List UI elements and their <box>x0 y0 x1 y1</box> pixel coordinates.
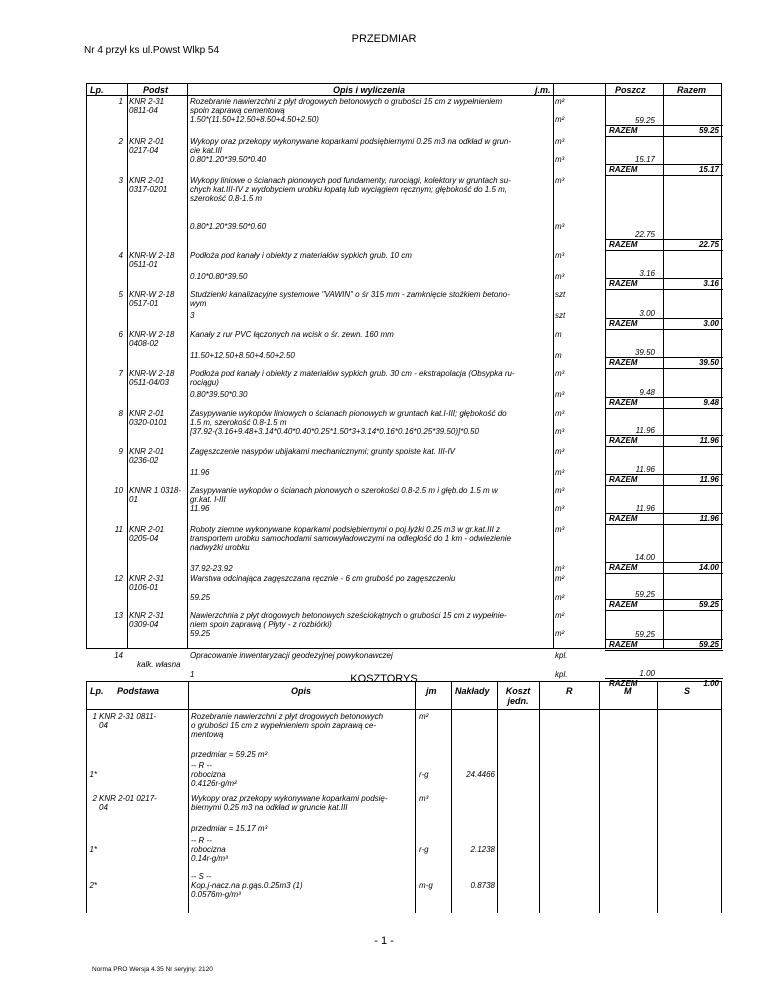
row-calculation: [37.92-(3.16+9.48+3.14*0.40*0.40*0.25*1.50*3+3.14*0.16*0.16*0.25*39.50)]*0.50 <box>190 427 479 437</box>
row-description: gr.kat. I-III <box>190 495 226 505</box>
k-resource-lp: 2* <box>89 881 97 890</box>
header-razem: Razem <box>677 85 707 95</box>
row-razem-value: 11.96 <box>699 475 719 484</box>
row-poszcz-value: 59.25 <box>634 116 655 125</box>
row-calculation: 1 <box>190 670 195 679</box>
row-calculation: 0.80*1.20*39.50*0.40 <box>190 155 267 165</box>
row-description: cie kat.III <box>190 146 223 156</box>
row-separator <box>605 524 723 525</box>
k-header-m: M <box>624 686 632 696</box>
k-item-description: mentową <box>191 730 224 740</box>
k-resource-norm: 0.14r-g/m³ <box>191 854 228 864</box>
row-separator <box>605 368 723 369</box>
row-description: Zagęszczenie nasypów ubijakami mechanicznymi; grunty spoiste kat. III-IV <box>190 447 456 456</box>
row-podst: KNR 2-01 <box>129 409 165 418</box>
row-unit-header: m² <box>555 574 565 583</box>
row-description: Nawierzchnia z płyt drogowych betonowych sześciokątnych o grubości 15 cm z wypełnie- <box>190 611 507 620</box>
row-podst: KNR 2-01 <box>129 525 165 534</box>
row-calculation: 11.50+12.50+8.50+4.50+2.50 <box>190 351 295 360</box>
row-description: Warstwa odcinająca zagęszczana ręcznie - 6 cm grubość po zagęszczeniu <box>190 574 456 583</box>
row-description: spoin zaprawą cementową <box>190 106 285 116</box>
row-calculation: 59.25 <box>190 629 211 639</box>
k-item-podstawa: 04 <box>99 803 108 813</box>
row-separator <box>605 175 723 176</box>
kosztorys-title: KOSZTORYS <box>350 673 418 685</box>
row-unit: m² <box>555 593 565 602</box>
razem-label: RAZEM <box>609 640 638 649</box>
row-lp: 7 <box>118 369 123 378</box>
row-podst: 0511-01 <box>129 260 158 270</box>
row-lp: 4 <box>118 251 123 260</box>
row-lp: 6 <box>118 330 123 339</box>
row-unit-header: m² <box>555 611 565 620</box>
row-unit-header: kpl. <box>555 651 568 660</box>
row-lp: 12 <box>114 574 123 583</box>
row-separator <box>605 329 723 330</box>
row-podst: 0317-0201 <box>129 185 168 195</box>
row-separator <box>605 650 723 651</box>
k-header-koszt-jedn: jedn. <box>507 696 529 706</box>
k-resource-group: -- R -- <box>191 836 212 845</box>
row-unit: m² <box>555 115 565 125</box>
row-separator <box>605 408 723 409</box>
row-podst: 0320-0101 <box>129 418 168 428</box>
k-resource-norm: 0.0576m-g/m³ <box>191 890 241 900</box>
k-item-description: Rozebranie nawierzchni z płyt drogowych betonowych <box>191 712 384 721</box>
row-unit: m³ <box>555 427 565 437</box>
row-poszcz-value: 3.00 <box>639 309 655 318</box>
row-podst: KNR 2-01 <box>129 447 165 456</box>
k-item-unit: m³ <box>419 794 429 803</box>
k-resource-name: robocizna <box>191 845 226 855</box>
row-podst: KNR 2-31 <box>129 97 165 106</box>
row-description: transportem urobku samochodami samowyładowczymi na odległość do 1 km - odwiezienie <box>190 534 512 544</box>
row-podst: KNR 2-31 <box>129 611 165 620</box>
row-unit: m³ <box>555 564 565 573</box>
row-poszcz-value: 22.75 <box>634 230 655 239</box>
row-lp: 8 <box>118 409 123 418</box>
row-description: szerokość 0.8-1.5 m <box>190 194 263 204</box>
row-description: Kanały z rur PVC łączonych na wcisk o śr. zewn. 160 mm <box>190 330 394 339</box>
razem-label: RAZEM <box>609 679 638 688</box>
k-header-podstawa: Podstawa <box>117 686 160 696</box>
row-poszcz-value: 14.00 <box>634 553 655 562</box>
row-podst: 0511-04/03 <box>129 378 169 388</box>
header-podst: Podst <box>143 85 169 95</box>
k-item-description: Wykopy oraz przekopy wykonywane koparkami podsię- <box>191 794 388 803</box>
row-podst: 0517-01 <box>129 299 159 309</box>
row-lp: 14 <box>114 651 123 660</box>
row-description: chych kat.III-IV z wydobyciem urobku łopatą lub wyciągiem ręcznym; głębokość do 1.5 m, <box>190 185 508 195</box>
row-description: Zasypywanie wykopów liniowych o ścianach pionowych w gruntach kat.I-III; głębokość do <box>190 409 507 418</box>
software-footer: Norma PRO Wersja 4.35 Nr seryjny: 2120 <box>92 966 213 973</box>
header-poszcz: Poszcz <box>615 85 646 95</box>
k-resource-naklady: 0.8738 <box>470 881 495 891</box>
row-podst: 0309-04 <box>129 620 159 630</box>
k-item-podstawa: KNR 2-01 0217- <box>99 794 157 803</box>
page-number: - 1 - <box>374 935 394 947</box>
row-unit-header: m³ <box>555 369 565 378</box>
row-description: Opracowanie inwentaryzacji geodezyjnej powykonawczej <box>190 651 393 660</box>
row-lp: 9 <box>118 447 123 456</box>
razem-label: RAZEM <box>609 165 638 174</box>
row-separator <box>605 610 723 611</box>
row-podst: kalk. własna <box>137 660 181 670</box>
k-resource-lp: 1* <box>89 845 97 854</box>
row-podst: 0408-02 <box>129 339 159 349</box>
row-unit: m³ <box>555 155 565 165</box>
row-unit: m³ <box>555 390 565 399</box>
row-unit-header: m² <box>555 97 565 106</box>
page-title: PRZEDMIAR <box>351 33 417 45</box>
row-razem-value: 39.50 <box>698 358 719 367</box>
row-lp: 11 <box>114 525 123 534</box>
row-separator <box>605 573 723 574</box>
row-separator <box>605 250 723 251</box>
row-description: Studzienki kanalizacyjne systemowe "VAWIN" o śr 315 mm - zamknięcie stożkiem betono- <box>190 290 510 299</box>
row-calculation: 11.96 <box>190 468 210 477</box>
header-opis: Opis i wyliczenia <box>333 85 406 95</box>
row-calculation: 37.92-23.92 <box>190 564 233 573</box>
razem-label: RAZEM <box>609 279 638 288</box>
row-unit: m <box>555 351 562 360</box>
row-description: Podłoża pod kanały i obiekty z materiałów sypkich grub. 30 cm - ekstrapolacja (Obsypka ru- <box>190 369 515 378</box>
row-description: Wykopy liniowe o ścianach pionowych pod fundamenty, rurociągi, kolektory w gruntach su- <box>190 176 511 185</box>
k-item-lp: 2 <box>92 794 97 803</box>
razem-label: RAZEM <box>609 398 638 407</box>
row-unit-header: m³ <box>555 486 565 495</box>
k-header-koszt: Koszt <box>505 686 531 696</box>
row-lp: 3 <box>118 176 123 185</box>
row-description: wym <box>190 299 207 309</box>
k-resource-name: robocizna <box>191 770 226 780</box>
k-resource-naklady: 2.1238 <box>470 845 495 855</box>
row-unit-header: m³ <box>555 251 565 260</box>
row-unit-header: szt <box>555 290 566 299</box>
row-calculation: 0.10*0.80*39.50 <box>190 272 248 281</box>
row-description: 1.5 m, szerokość 0.8-1.5 m <box>190 418 287 428</box>
row-razem-value: 59.25 <box>698 126 719 135</box>
row-podst: KNR 2-01 <box>129 176 165 185</box>
row-podst: KNR-W 2-18 <box>129 290 175 299</box>
row-unit-header: m <box>555 330 562 339</box>
row-poszcz-value: 39.50 <box>634 348 655 357</box>
row-calculation: 0.80*39.50*0.30 <box>190 390 248 399</box>
row-calculation: 1.50*(11.50+12.50+8.50+4.50+2.50) <box>190 115 319 125</box>
k-resource-unit: r-g <box>419 770 429 780</box>
row-calculation: 11.96 <box>190 504 210 514</box>
row-unit: m³ <box>555 468 565 477</box>
row-unit-header: m³ <box>555 409 565 418</box>
k-item-description: biernymi 0.25 m3 na odkład w gruncie kat.III <box>191 803 348 813</box>
row-description: Podłoża pod kanały i obiekty z materiałów sypkich grub. 10 cm <box>190 251 412 260</box>
row-razem-value: 59.25 <box>698 640 719 649</box>
row-unit-header: m³ <box>555 447 565 456</box>
row-podst: KNNR 1 0318- <box>129 486 182 495</box>
row-razem-value: 22.75 <box>698 240 719 249</box>
row-podst: 0205-04 <box>129 534 159 544</box>
k-item-lp: 1 <box>92 712 97 721</box>
row-razem-value: 11.96 <box>699 514 719 523</box>
k-resource-group: -- R -- <box>191 761 212 770</box>
k-header-lp: Lp. <box>90 686 104 696</box>
k-resource-name: Kop.j-nacz.na p.gąs.0.25m3 (1) <box>191 881 303 891</box>
k-item-description: o grubości 15 cm z wypełnieniem spoin zaprawą ce- <box>191 721 376 731</box>
row-poszcz-value: 11.96 <box>635 426 655 435</box>
row-description: Roboty ziemne wykonywane koparkami podsiębiernymi o poj.łyżki 0.25 m3 w gr.kat.III z <box>190 525 501 534</box>
row-separator <box>605 446 723 447</box>
row-podst: 0106-01 <box>129 583 159 593</box>
row-description: Rozebranie nawierzchni z płyt drogowych betonowych o grubości 15 cm z wypełnieniem <box>190 97 503 106</box>
row-razem-value: 15.17 <box>698 165 719 174</box>
k-resource-norm: 0.4126r-g/m² <box>191 779 237 789</box>
row-razem-value: 59.25 <box>698 600 719 609</box>
row-unit-header: m³ <box>555 525 565 534</box>
kosztorys-table <box>86 681 722 913</box>
row-poszcz-value: 59.25 <box>634 630 655 639</box>
razem-label: RAZEM <box>609 240 638 249</box>
razem-label: RAZEM <box>609 319 638 328</box>
document-subtitle: Nr 4 przył ks ul.Powst Wlkp 54 <box>84 45 220 56</box>
row-description: rociągu) <box>190 378 219 388</box>
row-lp: 13 <box>114 611 123 620</box>
row-unit-header: m³ <box>555 176 565 185</box>
k-item-przedmiar: przedmiar = 59.25 m² <box>191 750 268 759</box>
row-calculation: 0.80*1.20*39.50*0.60 <box>190 222 267 231</box>
row-unit: szt <box>555 311 566 320</box>
razem-label: RAZEM <box>609 436 638 445</box>
row-podst: 0217-04 <box>129 146 159 156</box>
row-poszcz-value: 3.16 <box>639 269 655 278</box>
row-unit: kpl. <box>555 670 568 679</box>
razem-label: RAZEM <box>609 600 638 609</box>
row-poszcz-value: 11.96 <box>635 465 655 474</box>
row-podst: KNR-W 2-18 <box>129 251 175 260</box>
row-lp: 5 <box>118 290 123 299</box>
k-header-jm: jm <box>426 686 437 696</box>
razem-label: RAZEM <box>609 563 638 572</box>
k-item-podstawa: 04 <box>99 721 108 731</box>
row-description: nadwyżki urobku <box>190 543 250 553</box>
k-item-przedmiar: przedmiar = 15.17 m³ <box>191 824 268 833</box>
row-podst: KNR 2-01 <box>129 137 165 146</box>
row-separator <box>605 136 723 137</box>
row-razem-value: 14.00 <box>698 563 719 572</box>
row-unit: m³ <box>555 504 565 514</box>
row-unit: m² <box>555 629 565 639</box>
razem-label: RAZEM <box>609 358 638 367</box>
row-unit: m³ <box>555 272 565 281</box>
row-razem-value: 3.00 <box>703 319 719 328</box>
row-lp: 1 <box>118 97 123 106</box>
row-lp: 2 <box>118 137 123 146</box>
row-podst: 01 <box>129 495 138 505</box>
row-lp: 10 <box>114 486 123 495</box>
k-header-opis: Opis <box>291 686 312 696</box>
row-podst: 0811-04 <box>129 106 158 116</box>
row-razem-value: 9.48 <box>703 398 719 407</box>
row-poszcz-value: 9.48 <box>639 388 655 397</box>
row-separator <box>605 485 723 486</box>
k-resource-unit: r-g <box>419 845 429 855</box>
header-lp: Lp. <box>90 85 104 95</box>
row-calculation: 59.25 <box>190 593 211 602</box>
k-resource-lp: 1* <box>89 770 97 779</box>
k-header-r: R <box>566 686 573 696</box>
row-unit: m³ <box>555 222 565 231</box>
k-header-s: S <box>684 686 691 696</box>
k-resource-unit: m-g <box>419 881 433 891</box>
row-description: niem spoin zaprawą ( Płyty - z rozbiórki) <box>190 620 332 630</box>
row-razem-value: 3.16 <box>703 279 719 288</box>
k-item-unit: m² <box>419 712 429 721</box>
razem-label: RAZEM <box>609 514 638 523</box>
row-podst: KNR-W 2-18 <box>129 369 175 378</box>
row-poszcz-value: 1.00 <box>639 669 655 678</box>
row-razem-value: 1.00 <box>703 679 719 688</box>
row-calculation: 3 <box>190 311 195 320</box>
row-podst: 0236-02 <box>129 456 159 466</box>
row-unit-header: m³ <box>555 137 565 146</box>
razem-label: RAZEM <box>609 126 638 135</box>
k-resource-group: -- S -- <box>191 872 212 881</box>
row-poszcz-value: 59.25 <box>634 590 655 599</box>
k-header-naklady: Nakłady <box>455 686 490 696</box>
k-resource-naklady: 24.4466 <box>466 770 495 780</box>
razem-label: RAZEM <box>609 475 638 484</box>
row-separator <box>605 289 723 290</box>
row-podst: KNR 2-31 <box>129 574 165 583</box>
row-podst: KNR-W 2-18 <box>129 330 175 339</box>
k-item-podstawa: KNR 2-31 0811- <box>99 712 157 721</box>
row-description: Wykopy oraz przekopy wykonywane koparkami podsiębiernymi 0.25 m3 na odkład w grun- <box>190 137 512 146</box>
row-description: Zasypywanie wykopów o ścianach pionowych o szerokości 0.8-2.5 m i głęb.do 1.5 m w <box>190 486 498 495</box>
row-poszcz-value: 11.96 <box>635 504 655 513</box>
row-razem-value: 11.96 <box>699 436 719 445</box>
row-poszcz-value: 15.17 <box>634 155 655 164</box>
header-jm: j.m. <box>535 85 551 95</box>
